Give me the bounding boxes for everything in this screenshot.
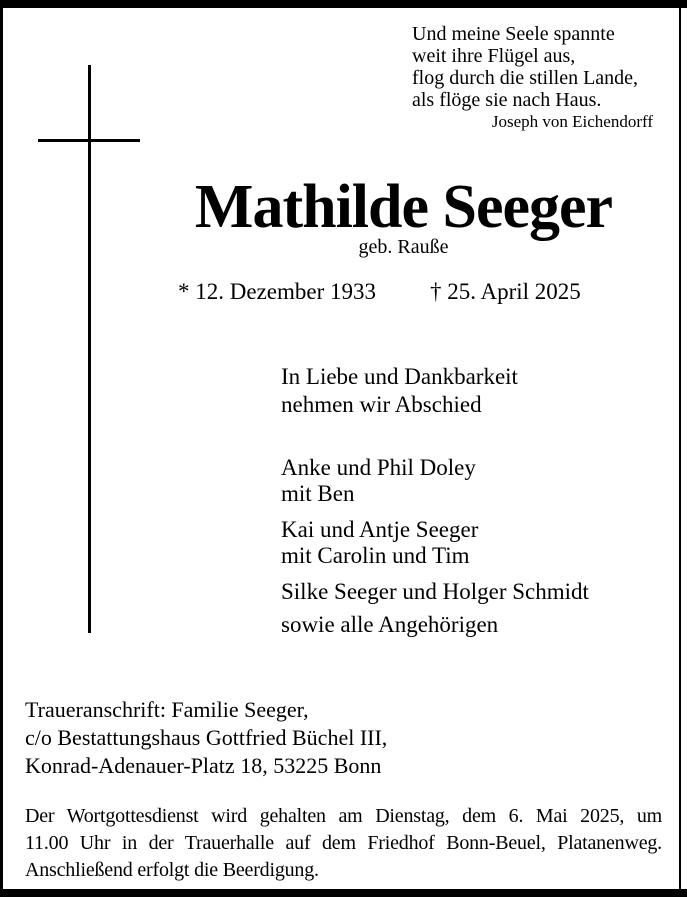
cross-horizontal-bar [38, 139, 140, 142]
birth-date: * 12. Dezember 1933 [178, 279, 376, 304]
mourner-entry [281, 579, 589, 605]
poem-line: weit ihre Flügel aus, [412, 45, 576, 67]
address-line: Traueranschrift: Familie Seeger, [25, 697, 309, 722]
poem-line: als flöge sie nach Haus. [412, 89, 602, 111]
service-line: Anschließend erfolgt die Beerdigung. [25, 859, 319, 881]
mourners-list [281, 455, 589, 638]
poem-line: flog durch die stillen Lande, [412, 67, 639, 89]
mourner-entry [281, 517, 589, 569]
maiden-name: geb. Rauße [358, 236, 449, 258]
death-date: † 25. April 2025 [430, 279, 581, 304]
mourner-line: Anke und Phil Doley [281, 455, 476, 480]
address-line: Konrad-Adenauer-Platz 18, 53225 Bonn [25, 753, 382, 778]
mourner-line: mit Carolin und Tim [281, 543, 470, 568]
page-title: Mathilde Seeger [194, 173, 613, 241]
funeral-address-block [25, 696, 387, 780]
frame-border-right [679, 8, 681, 889]
farewell-line: nehmen wir Abschied [281, 392, 482, 417]
address-line: c/o Bestattungshaus Gottfried Büchel III, [25, 725, 388, 750]
mourner-line: sowie alle Angehörigen [281, 612, 499, 637]
poem-block [412, 23, 655, 133]
service-info-block [25, 803, 662, 884]
mourner-line: Kai und Antje Seeger [281, 517, 479, 542]
mourner-line: mit Ben [281, 481, 355, 506]
dates-row [178, 279, 581, 305]
poem-attribution: Joseph von Eichendorff [491, 112, 653, 131]
service-line: 11.00 Uhr in der Trauerhalle auf dem Friedhof Bonn-Beuel, Platanenweg. [25, 832, 662, 854]
cross-vertical-bar [88, 65, 91, 633]
farewell-text [281, 363, 518, 419]
service-line: Der Wortgottesdienst wird gehalten am Dienstag, dem 6. Mai 2025, um [25, 805, 662, 827]
mourner-entry [281, 455, 589, 507]
poem-line: Und meine Seele spannte [412, 23, 615, 45]
frame-border-top [0, 0, 687, 8]
mourner-line: Silke Seeger und Holger Schmidt [281, 579, 589, 604]
mourner-entry [281, 612, 589, 638]
farewell-line: In Liebe und Dankbarkeit [281, 364, 518, 389]
frame-border-bottom [0, 889, 687, 897]
frame-border-left [0, 8, 3, 889]
